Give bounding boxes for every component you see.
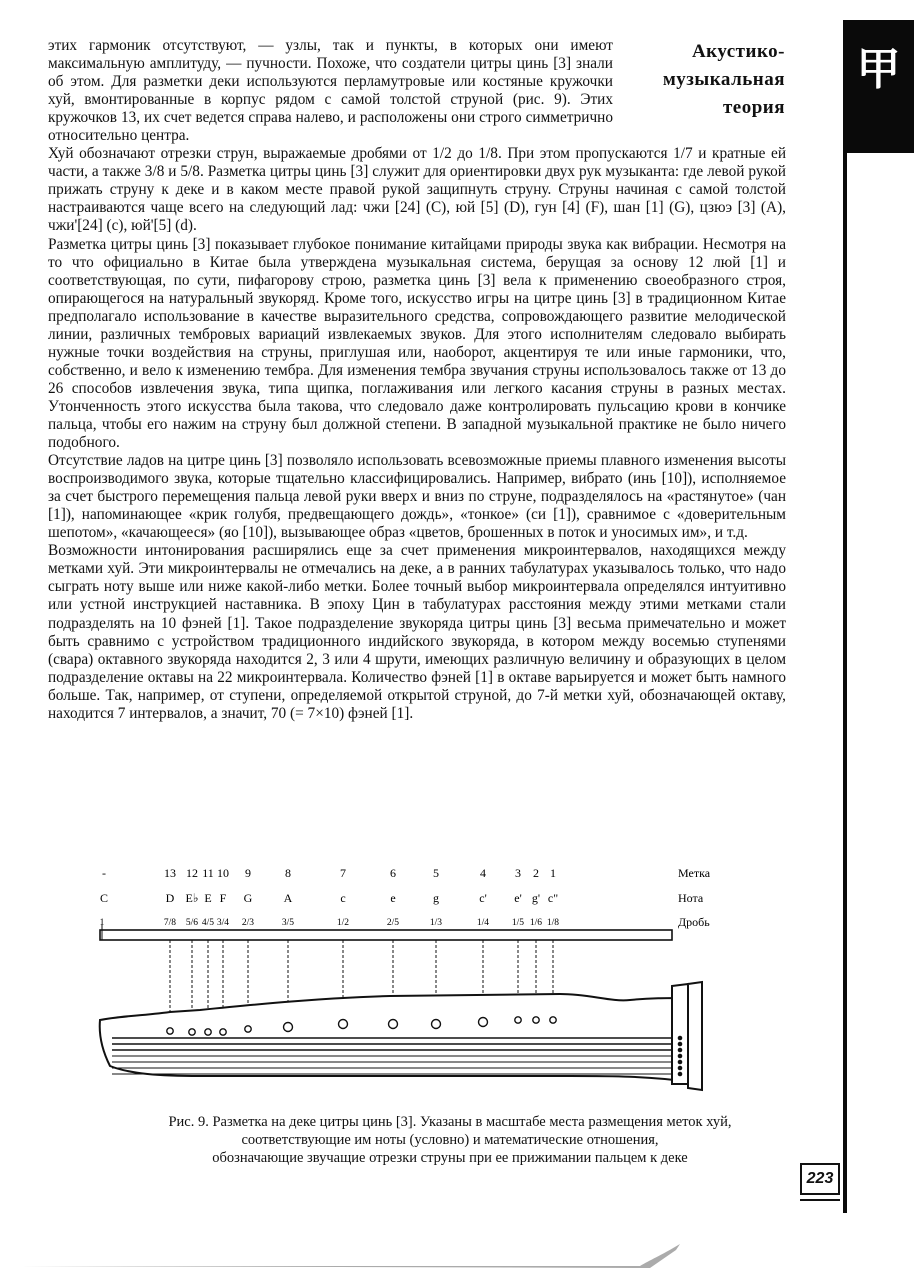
note-label: E: [204, 891, 212, 905]
section-tab-glyph: 甲: [856, 44, 901, 95]
fraction-label: 1/4: [476, 918, 490, 928]
mark-label: -: [102, 866, 106, 880]
fraction-label: 1/2: [336, 918, 350, 928]
mark-label: 3: [515, 866, 521, 880]
mark-label: 6: [390, 866, 396, 880]
running-head-line-2: музыкальная: [662, 69, 785, 90]
note-label: g': [531, 891, 541, 905]
fraction-label: 1/6: [529, 918, 543, 928]
note-label: e': [514, 891, 522, 905]
hui-dot: [550, 1017, 556, 1023]
hui-dot: [533, 1017, 539, 1023]
figure-mark-row: [102, 866, 556, 880]
fraction-label: 5/6: [185, 918, 199, 928]
hui-dot: [479, 1018, 488, 1027]
row-label-note: Нота: [678, 891, 704, 905]
note-label: c": [547, 891, 559, 905]
mark-label: 8: [285, 866, 291, 880]
figure-fraction-row: [100, 918, 560, 928]
caption-line-3: обозначающие звучащие отрезки струны при ее прижимании пальцем к деке: [212, 1150, 688, 1166]
fraction-label: 1: [99, 918, 105, 928]
hui-dot: [515, 1017, 521, 1023]
intro-block: [48, 37, 613, 145]
peg-dot: [678, 1054, 683, 1059]
peg-dot: [678, 1036, 683, 1041]
note-label: D: [165, 891, 175, 905]
note-label: C: [99, 891, 109, 905]
hui-dot: [432, 1020, 441, 1029]
qin-head-block: [688, 982, 702, 1090]
peg-dot: [678, 1048, 683, 1053]
mark-label: 12: [186, 866, 198, 880]
qin-marking-figure: [90, 862, 740, 1112]
note-label: c: [340, 891, 346, 905]
caption-line-2: соответствующие им ноты (условно) и математические отношения,: [241, 1132, 659, 1148]
hui-dot: [339, 1020, 348, 1029]
figure-note-row: [100, 891, 558, 905]
fraction-label: 1/3: [429, 918, 443, 928]
fraction-label: 7/8: [163, 918, 177, 928]
mark-label: 10: [217, 866, 229, 880]
running-head-line-3: теория: [722, 97, 785, 118]
hui-dot: [205, 1029, 211, 1035]
note-label: G: [243, 891, 253, 905]
peg-dot: [678, 1072, 683, 1077]
section-tab-rule: [843, 153, 847, 1213]
paragraph-4: Возможности интонирования расширялись еще за счет применения микроинтервалов, находящихся между метками хуй. Эти микроинтервалы не отмечались на деке, а в ранних табулатурах указывалось только, что надо сыграть ноту выше или ниже какой-либо метки. Более точный выбор микроинтервала определялся интуитивно или устной инструкцией наставника. В эпоху Цин в табулатурах расстояния между этими метками стали подразделять на 10 фэней [1]. Такое подразделение звукоряда цитры цинь [3] весьма примечательно и может быть сравнимо с устройством традиционного индийского звукоряда, в котором между восемью ступенями (свара) октавного звукоряда находится 2, 3 или 4 шрути, имеющих различную величину и образующих в целом подразделение октавы на 22 микроинтервала. Количество фэней [1] в октаве варьируется и может быть намного больше. Так, например, от ступени, определяемой открытой струной, до 7-й метки хуй, обозначающей октаву, находится 7 интервалов, а значит, 70 (= 7×10) фэней [1].: [48, 542, 786, 722]
figure-row-labels: [678, 866, 711, 929]
fraction-label: 1/5: [511, 918, 525, 928]
fraction-label: 1/8: [546, 918, 560, 928]
caption-line-1: Рис. 9. Разметка на деке цитры цинь [3]. Указаны в масштабе места размещения меток хуй,: [168, 1114, 732, 1130]
figure-caption: [60, 1113, 840, 1167]
peg-dot: [678, 1060, 683, 1065]
note-label: A: [283, 891, 293, 905]
paragraph-intro: этих гармоник отсутствуют, — узлы, так и пункты, в которых они имеют максимальную амплитуду, — пучности. Похоже, что создатели цитры цинь [3] знали об этом. Для разметки деки используются перламутровые или костяные кружочки хуй, вмонтированные в корпус рядом с самой толстой струной (рис. 9). Этих кружочков 13, их счет ведется справа налево, и расположены они строго симметрично относительно центра.: [48, 37, 613, 145]
paragraph-1: Хуй обозначают отрезки струн, выражаемые дробями от 1/2 до 1/8. При этом пропускаются 1/7 и кратные ей части, а также 3/8 и 5/8. Разметка цитры цинь [3] служит для ориентировки двух рук музыканта: где левой рукой прижать струну к деке и в каком месте правой рукой защипнуть струну. Струны начиная с самой толстой настраиваются чаще всего на следующий лад: чжи [24] (C), юй [5] (D), гун [4] (F), шан [1] (G), цзюэ [3] (A), чжи'[24] (c), юй'[5] (d).: [48, 145, 786, 235]
mark-label: 2: [533, 866, 539, 880]
row-label-fraction: Дробь: [678, 915, 710, 929]
mark-label: 7: [340, 866, 346, 880]
hui-dot: [220, 1029, 226, 1035]
hui-dot: [389, 1020, 398, 1029]
fraction-label: 2/3: [241, 918, 255, 928]
note-label: g: [433, 891, 439, 905]
page-number: 223: [800, 1163, 840, 1195]
note-label: E♭: [185, 891, 199, 905]
paragraph-3: Отсутствие ладов на цитре цинь [3] позволяло использовать всевозможные приемы плавного изменения высоты воспроизводимого звука, которые тщательно классифицировались. Например, вибрато (инь [10]), исполняемое за счет быстрого перемещения пальца левой руки вверх и вниз по струне, подразделялось на «растянутое» (чан [1]), напоминающее «крик голубя, предвещающего дождь», «тонкое» (си [1]), сравнимое с «доверительным шепотом», «качающееся» (яо [10]), вызывающее образ «цветов, брошенных в поток и уносимых им», и т.д.: [48, 452, 786, 542]
mark-label: 9: [245, 866, 251, 880]
running-head-line-1: Акустико-: [691, 41, 785, 62]
mark-label: 5: [433, 866, 439, 880]
mark-label: 13: [164, 866, 176, 880]
fraction-label: 3/4: [216, 918, 230, 928]
mark-label: 11: [202, 866, 214, 880]
note-label: F: [219, 891, 227, 905]
note-label: e: [390, 891, 396, 905]
mark-label: 1: [550, 866, 556, 880]
peg-dot: [678, 1066, 683, 1071]
paragraph-2: Разметка цитры цинь [3] показывает глубокое понимание китайцами природы звука как вибрации. Несмотря на то что официально в Китае была утверждена музыкальная система, берущая за основу 12 люй [1] и соответствующая, по сути, пифагорову строю, разметка цинь [3] вела к применению своеобразного строя, опирающегося на натуральный звукоряд. Кроме того, искусство игры на цитре цинь [3] в традиционном Китае предполагало использование в качестве выразительного средства, сопровождающего развитие мелодической линии, различных тембровых вариаций извлекаемых звуков. Для этого исполнителям следовало выбирать нужные точки воздействия на струны, приглушая или, наоборот, акцентируя те или иные гармоники, что, собственно, и вело к изменению тембра. Для изменения тембра звучания струны использовалось также от 13 до 26 способов извлечения звука, типа щипка, поглаживания или легкого касания струны в разных местах. Утонченность этого искусства была такова, что следовало даже контролировать пульсацию крови в кончике пальца, чтобы его нажим на струну был должной степени. В западной музыкальной практике не было ничего подобного.: [48, 235, 786, 452]
row-label-mark: Метка: [678, 866, 711, 880]
hui-dot: [167, 1028, 173, 1034]
peg-dot: [678, 1042, 683, 1047]
hui-dot: [284, 1023, 293, 1032]
hui-dot: [189, 1029, 195, 1035]
body-text: [48, 37, 786, 723]
string-scale-ruler: [100, 930, 672, 940]
fraction-label: 2/5: [386, 918, 400, 928]
fraction-label: 4/5: [201, 918, 215, 928]
note-label: c': [479, 891, 487, 905]
page-number-rule: [800, 1199, 840, 1201]
fraction-label: 3/5: [281, 918, 295, 928]
hui-dot: [245, 1026, 251, 1032]
scan-artifact: [0, 1230, 914, 1270]
mark-label: 4: [480, 866, 486, 880]
